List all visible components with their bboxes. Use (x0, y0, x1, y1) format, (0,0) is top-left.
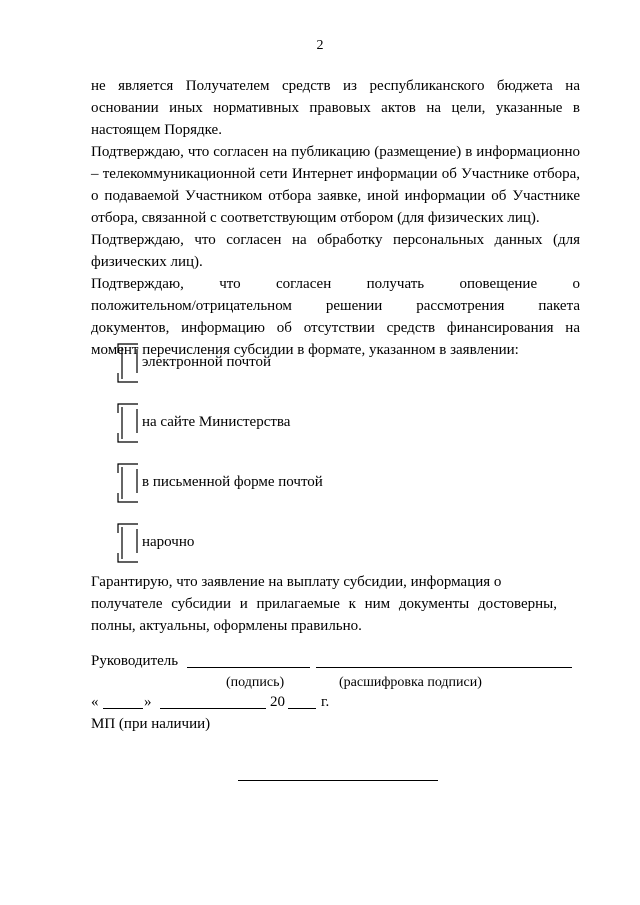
date-open-quote: « (91, 694, 99, 710)
paragraph-recipient-status (91, 75, 580, 141)
text-line: физических лиц). (91, 254, 203, 270)
paragraph-notification-consent (91, 273, 580, 361)
checkbox-icon[interactable] (117, 523, 139, 563)
decode-caption: (расшифровка подписи) (339, 675, 482, 690)
head-label: Руководитель (91, 653, 179, 669)
date-day-field[interactable] (103, 708, 143, 709)
checkbox-icon[interactable] (117, 403, 139, 443)
date-close-quote: » (144, 694, 152, 710)
bottom-divider (238, 780, 438, 781)
text-line: о подаваемой Участником отбора заявке, иной информации об Участнике (91, 188, 580, 204)
signature-caption: (подпись) (226, 675, 285, 690)
text-line: положительном/отрицательном решении рассмотрения пакета (91, 298, 580, 314)
page-number: 2 (316, 38, 324, 53)
text-line: не является Получателем средств из республиканского бюджета на (91, 78, 580, 94)
year-prefix: 20 (270, 694, 285, 710)
text-line: Подтверждаю, что согласен на публикацию (размещение) в информационно (91, 144, 580, 160)
year-suffix: г. (321, 694, 330, 710)
signature-field[interactable] (187, 667, 310, 668)
text-line: момент перечисления субсидии в формате, указанном в заявлении: (91, 342, 519, 358)
paragraph-personal-data-consent (91, 229, 580, 273)
date-month-field[interactable] (160, 708, 266, 709)
text-line: основании иных нормативных правовых актов на цели, указанные в (91, 100, 580, 116)
text-line: полны, актуальны, оформлены правильно. (91, 618, 362, 634)
text-line: отбора, связанной с соответствующим отбором (для физических лиц). (91, 210, 540, 226)
option-label: электронной почтой (142, 354, 272, 370)
text-line: настоящем Порядке. (91, 122, 222, 138)
option-label: на сайте Министерства (142, 414, 291, 430)
date-year-field[interactable] (288, 708, 316, 709)
paragraph-guarantee (91, 571, 557, 637)
checkbox-icon[interactable] (117, 343, 139, 383)
checkbox-icon[interactable] (117, 463, 139, 503)
text-line: – телекоммуникационной сети Интернет информации об Участнике отбора, (91, 166, 580, 182)
text-line: получателе субсидии и прилагаемые к ним документы достоверны, (91, 596, 557, 612)
text-line: Подтверждаю, что согласен на обработку персональных данных (для (91, 232, 580, 248)
text-line: документов, информацию об отсутствии средств финансирования на (91, 320, 580, 336)
text-line: Подтверждаю, что согласен получать оповещение о (91, 276, 580, 292)
signature-decode-field[interactable] (316, 667, 572, 668)
option-label: в письменной форме почтой (142, 474, 323, 490)
option-label: нарочно (142, 534, 195, 550)
text-line: Гарантирую, что заявление на выплату субсидии, информация о (91, 574, 502, 590)
paragraph-publication-consent (91, 141, 580, 229)
stamp-label: МП (при наличии) (91, 716, 211, 732)
